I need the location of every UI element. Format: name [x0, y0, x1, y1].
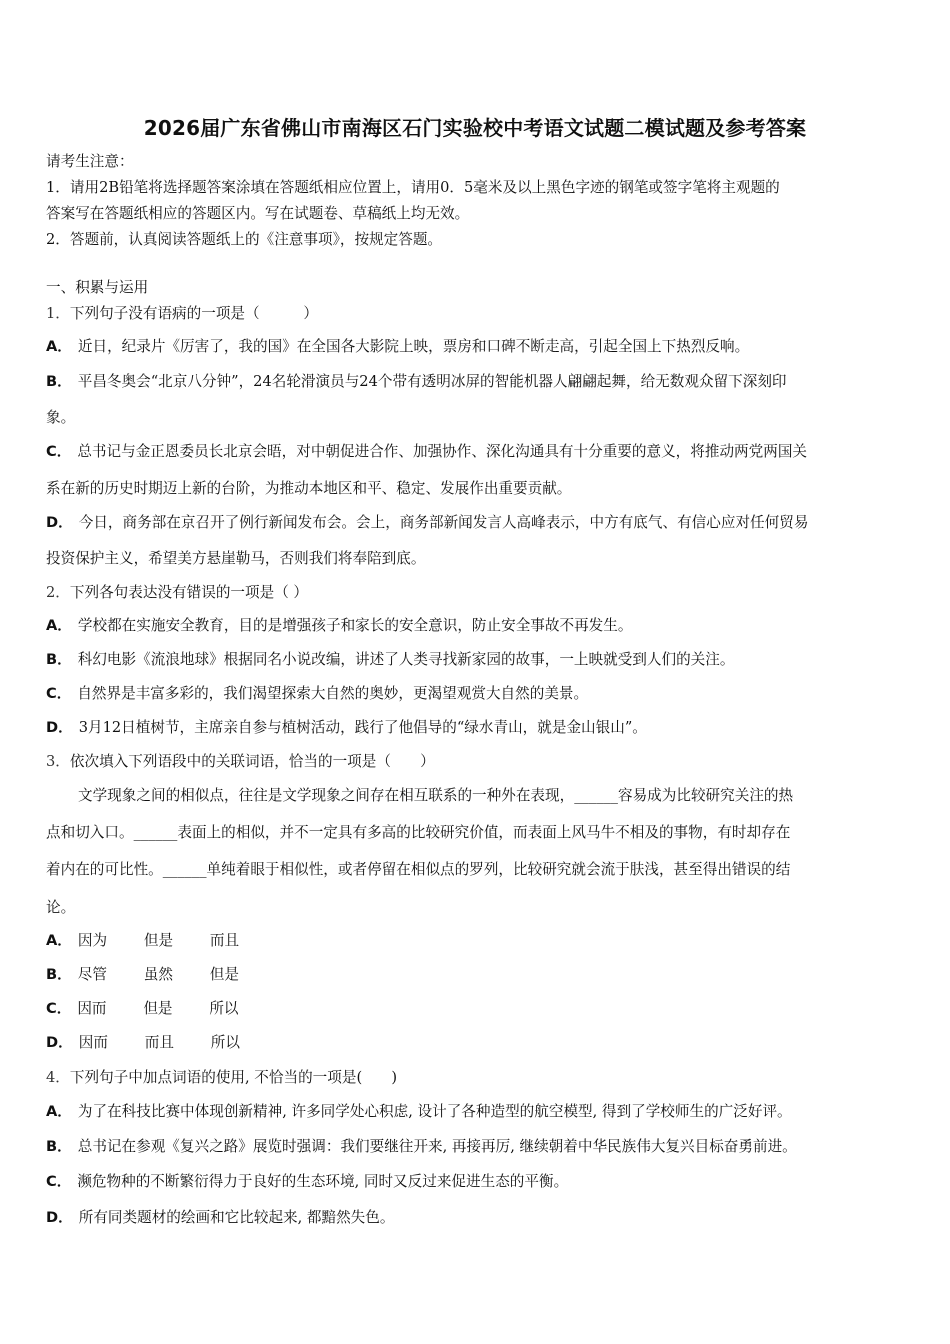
option-text: 总书记在参观《复兴之路》展览时强调：我们要继往开来, 再接再厉, 继续朝着中华民族伟大复兴目标奋勇前进。: [77, 1138, 797, 1155]
q1-option-d-cont: 投资保护主义，希望美方悬崖勒马，否则我们将奉陪到底。: [46, 550, 426, 567]
option-text: 科幻电影《流浪地球》根据同名小说改编，讲述了人类寻找新家园的故事，一上映就受到人们的关注。: [77, 651, 735, 668]
option-letter: D．: [46, 1209, 73, 1226]
q3-option-b: [46, 963, 908, 984]
option-word: 但是: [143, 1000, 173, 1017]
option-letter: C．: [46, 1173, 72, 1190]
option-word: 而且: [209, 932, 240, 949]
option-text: 濒危物种的不断繁衍得力于良好的生态环境, 同时又反过来促进生态的平衡。: [77, 1173, 569, 1190]
option-text: 平昌冬奥会“北京八分钟”，24名轮滑演员与24个带有透明冰屏的智能机器人翩翩起舞，给无数观众留下深刻印: [77, 373, 787, 390]
option-letter: B．: [46, 651, 72, 668]
option-letter: A．: [46, 932, 72, 949]
q4-option-a: [46, 1100, 908, 1121]
option-letter: B．: [46, 966, 72, 983]
option-text: 自然界是丰富多彩的，我们渴望探索大自然的奥妙，更渴望观赏大自然的美景。: [77, 685, 589, 702]
q1-option-b: [46, 370, 908, 391]
q1-option-a: [46, 335, 908, 356]
option-word: 虽然: [143, 966, 173, 983]
option-letter: B．: [46, 373, 72, 390]
q1-option-c: [46, 440, 908, 461]
notice-item-2: 2．答题前，认真阅读答题纸上的《注意事项》，按规定答题。: [46, 231, 443, 248]
q4-option-b: [46, 1135, 908, 1156]
option-letter: A．: [46, 1103, 72, 1120]
option-letter: C．: [46, 685, 72, 702]
option-text: 为了在科技比赛中体现创新精神, 许多同学处心积虑, 设计了各种造型的航空模型, 得到了学校师生的广泛好评。: [77, 1103, 792, 1120]
q4-option-d: [46, 1206, 908, 1227]
question-3-stem: [46, 750, 908, 771]
option-text: 总书记与金正恩委员长北京会晤，对中朝促进合作、加强协作、深化沟通具有十分重要的意义，将推动两党两国关: [77, 443, 808, 460]
question-2-stem: [46, 581, 908, 602]
q2-option-d: [46, 716, 908, 737]
q3-option-d: [46, 1031, 908, 1052]
question-text: 下列句子没有语病的一项是（ ）: [69, 305, 318, 322]
q3-passage-line-1: 文学现象之间的相似点，往往是文学现象之间存在相互联系的一种外在表现，______容易成为比较研究关注的热: [78, 787, 794, 804]
q3-passage-line-4: 论。: [46, 899, 76, 916]
question-4-stem: [46, 1066, 908, 1087]
q3-option-a: [46, 929, 908, 950]
question-text: 下列句子中加点词语的使用, 不恰当的一项是( ): [69, 1069, 398, 1086]
question-text: 依次填入下列语段中的关联词语，恰当的一项是（ ）: [69, 753, 435, 770]
option-word: 所以: [210, 1034, 240, 1051]
document-title: 2026届广东省佛山市南海区石门实验校中考语文试题二模试题及参考答案: [143, 116, 807, 140]
option-letter: B．: [46, 1138, 72, 1155]
option-word: 但是: [209, 966, 239, 983]
option-letter: C．: [46, 1000, 72, 1017]
notice-item-1-cont: 答案写在答题纸相应的答题区内。写在试题卷、草稿纸上均无效。: [46, 205, 470, 222]
option-word: 而且: [144, 1034, 174, 1051]
option-word: 因为: [77, 932, 108, 949]
q3-passage-line-3: 着内在的可比性。______单纯着眼于相似性，或者停留在相似点的罗列，比较研究就会流于肤浅，甚至得出错误的结: [46, 861, 791, 878]
notice-heading: 请考生注意：: [46, 153, 134, 170]
question-number: 1．: [46, 305, 70, 322]
option-word: 因而: [77, 1000, 107, 1017]
q3-option-c: [46, 997, 908, 1018]
option-letter: A．: [46, 617, 72, 634]
section-heading: 一、积累与运用: [46, 279, 149, 296]
question-1-stem: [46, 302, 908, 323]
option-text: 3月12日植树节，主席亲自参与植树活动，践行了他倡导的“绿水青山，就是金山银山”。: [78, 719, 647, 736]
option-text: 学校都在实施安全教育，目的是增强孩子和家长的安全意识，防止安全事故不再发生。: [77, 617, 633, 634]
option-word: 尽管: [77, 966, 107, 983]
q2-option-a: [46, 614, 908, 635]
option-letter: D．: [46, 719, 73, 736]
question-number: 3．: [46, 753, 70, 770]
question-text: 下列各句表达没有错误的一项是（ ）: [69, 584, 309, 601]
question-number: 2．: [46, 584, 70, 601]
q4-option-c: [46, 1170, 908, 1191]
option-letter: C．: [46, 443, 72, 460]
q2-option-b: [46, 648, 908, 669]
option-text: 今日，商务部在京召开了例行新闻发布会。会上，商务部新闻发言人高峰表示，中方有底气、有信心应对任何贸易: [78, 514, 809, 531]
question-number: 4．: [46, 1069, 70, 1086]
option-letter: A．: [46, 338, 72, 355]
q2-option-c: [46, 682, 908, 703]
q1-option-c-cont: 系在新的历史时期迈上新的台阶，为推动本地区和平、稳定、发展作出重要贡献。: [46, 480, 572, 497]
notice-item-1: 1．请用2B铅笔将选择题答案涂填在答题纸相应位置上，请用0．5毫米及以上黑色字迹的钢笔或签字笔将主观题的: [46, 179, 780, 196]
q1-option-d: [46, 511, 908, 532]
option-letter: D．: [46, 514, 73, 531]
option-word: 但是: [143, 932, 174, 949]
q3-passage-line-2: 点和切入口。______表面上的相似，并不一定具有多高的比较研究价值，而表面上风马牛不相及的事物，有时却存在: [46, 824, 791, 841]
option-word: 所以: [209, 1000, 239, 1017]
option-text: 近日，纪录片《厉害了，我的国》在全国各大影院上映，票房和口碑不断走高，引起全国上下热烈反响。: [77, 338, 750, 355]
option-letter: D．: [46, 1034, 73, 1051]
q1-option-b-cont: 象。: [46, 409, 76, 426]
option-word: 因而: [78, 1034, 108, 1051]
option-text: 所有同类题材的绘画和它比较起来, 都黯然失色。: [78, 1209, 395, 1226]
